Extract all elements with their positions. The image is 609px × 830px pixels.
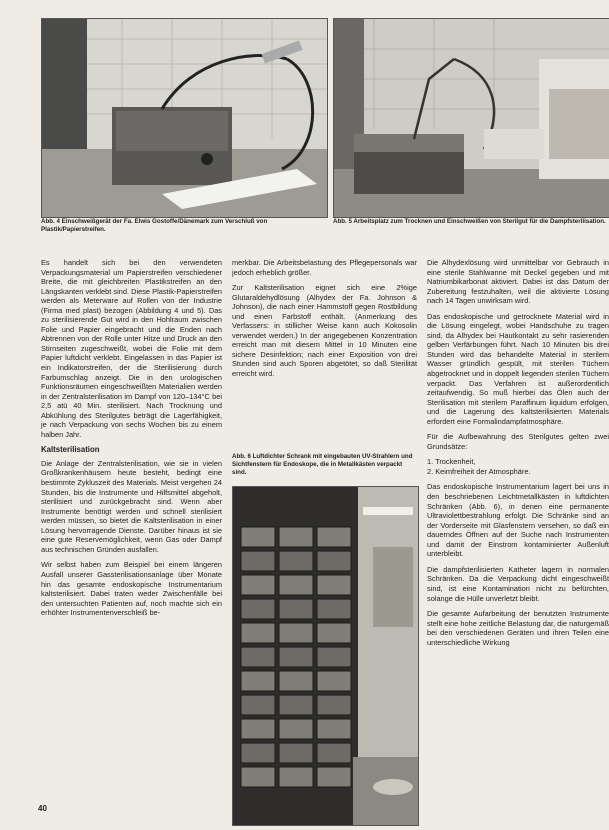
figure-5-caption: Abb. 5 Arbeitsplatz zum Trocknen und Einschweißen von Sterilgut für die Dampfsterilisation.: [333, 218, 606, 225]
cabinet-drawer: [241, 527, 275, 547]
cabinet-drawer: [279, 623, 313, 643]
cabinet-drawer: [241, 719, 275, 739]
col3-paragraph-1: Die Alhydexlösung wird unmittelbar vor Gebrauch in eine sterile Stahlwanne mit Deckel gegeben und mit Natriumbikarbonat aktiviert. Dabei ist das Datum der Zubereitung festzuhalten, weil die aktivierte Lösung nach 14 Tagen unwirksam wird.: [427, 258, 609, 306]
cabinet-drawer: [279, 527, 313, 547]
figure-4-caption: Abb. 4 Einschweißgerät der Fa. Elwis Gostoffe/Dänemark zum Verschluß von Plastik/Papierstreifen.: [41, 218, 268, 233]
cabinet-drawer: [279, 671, 313, 691]
cabinet-drawer: [317, 599, 351, 619]
cabinet-drawer: [241, 695, 275, 715]
col3-paragraph-4: Das endoskopische Instrumentarium lagert bei uns in den beschriebenen Leichtmetallkästen in luftdichten Schränken (Abb. 6), in denen eine permanente Ultraviolettbestrahlung erfolgt. Die Schränke sind an der Vorderseite mit Glasfenstern versehen, so daß ein dauerndes Öffnen auf der Suche nach Instrumenten und damit der Einstrom kontaminierter Außenluft unterbleibt.: [427, 482, 609, 559]
page-number: 40: [38, 804, 47, 813]
section-heading-kaltsterilisation: Kaltsterilisation: [41, 445, 100, 455]
cabinet-drawer: [317, 575, 351, 595]
cabinet-drawer: [317, 671, 351, 691]
grundsaetze-list: [427, 457, 609, 476]
cabinet-drawer: [317, 527, 351, 547]
cabinet-drawer: [317, 695, 351, 715]
cabinet-drawer: [317, 551, 351, 571]
list-item: 2. Keimfreiheit der Atmosphäre.: [427, 466, 531, 476]
col1-paragraph-2: Die Anlage der Zentralsterilisation, wie sie in vielen Großkrankenhäusern heute besteht, bedingt eine bestimmte Zykluszeit des Materials. Meist vergehen 24 Stunden, bis die Instrumente und Hilfsmittel abgeholt, sterilisiert und zurückgebracht sind. Wenn aber Instrumente benötigt werden und schnell sterilisiert werden müssen, so bietet die Kaltsterilisation in einer Lösung hervorragende Dienste. Darüber hinaus ist sie eine gute Reservemöglichkeit, wenn Gas oder Dampf aus technischen Gründen ausfallen.: [41, 458, 222, 554]
cabinet-drawer: [241, 767, 275, 787]
text-column-3: [427, 258, 609, 653]
figure-5-photo: [333, 18, 609, 218]
cabinet-drawer: [317, 623, 351, 643]
col3-paragraph-3: Für die Aufbewahrung des Sterilgutes gelten zwei Grundsätze:: [427, 432, 609, 451]
text-column-2: [232, 258, 417, 385]
cabinet-drawer: [279, 575, 313, 595]
cabinet-drawer: [317, 743, 351, 763]
col2-paragraph-2: Zur Kaltsterilisation eignet sich eine 2%ige Glutaraldehydlösung (Alhydex der Fa. Johnson & Johnson), die nach einer Hammstoff gegen Rostbildung und einen Farbstoff enthält. (Anmerkung des Verfassers: in stillicher Weise kann auch Kokosolin verwendet werden.) In der angegebenen Konzentration erreicht man mit diesem Mittel in 10 Minuten eine sichere Desinfektion; nach einer Exposition von drei Stunden sind auch Sporen abgetötet, so daß Sterilität erreicht wird.: [232, 283, 417, 379]
cabinet-drawer: [241, 743, 275, 763]
cabinet-drawer: [241, 623, 275, 643]
col3-paragraph-6: Die gesamte Aufarbeitung der benutzten Instrumente stellt eine hohe zeitliche Belastung dar, die naturgemäß bei den verschiedenen Geräten und ihren Teilen eine unterschiedliche Wirkung: [427, 609, 609, 647]
cabinet-drawer: [241, 575, 275, 595]
col1-paragraph-1: Es handelt sich bei den verwendeten Verpackungsmaterial um Papierstreifen verschiedener Breite, die mit gleichbreiten Plastikstreifen an den Längskanten verklebt sind. Diese Plastik-Papierstreifen werden als Meterware auf Rollen von der Industrie (Firma med plast) bezogen (Abbildung 4 und 5). Das zu sterilisierende Gut wird in den Hohlraum zwischen Folie und Papier eingebracht und die Enden nach Abtrennen von der Rolle unter Hitze und Druck an den Stirnseiten zugeschweißt, wobei die Folie mit dem Papier luftdicht verklebt. Eingelassen in das Papier ist ein Indikatorstreifen, der die Sterilisierung durch Farbumschlag anzeigt. Die in den urologischen Funktionsräumen eingeschweißten Materialien werden in der Zentralsterilisation im Dampf von 120–134°C bei 2,5 atü 40 Min. sterilisiert. Nach Trocknung und Abkühlung des Sterilgutes beträgt die Lagerfähigkeit, je nach Verpackung von sechs Wochen bis zu einem halben Jahr.: [41, 258, 222, 439]
text-column-1: [41, 258, 222, 624]
cabinet-drawer: [241, 647, 275, 667]
cabinet-drawer: [279, 695, 313, 715]
cabinet-drawer: [317, 719, 351, 739]
col2-paragraph-1: merkbar. Die Arbeitsbelastung des Pflegepersonals war jedoch erheblich größer.: [232, 258, 417, 277]
cabinet-drawer: [317, 767, 351, 787]
figure-4-photo: [41, 18, 328, 218]
figure-6-caption: Abb. 6 Luftdichter Schrank mit eingebauten UV-Strahlern und Sichtfenstern für Endoskope, die in Metallkästen verpackt sind.: [232, 453, 413, 476]
cabinet-drawer: [279, 767, 313, 787]
cabinet-drawer: [279, 647, 313, 667]
cabinet-drawer: [241, 671, 275, 691]
cabinet-drawer: [279, 743, 313, 763]
col3-paragraph-5: Die dampfsterilisierten Katheter lagern in normalen Schränken. Da die Verpackung dicht eingeschweißt sind, ist eine Kontamination nicht zu befürchten, solange die Hülle unverletzt bleibt.: [427, 564, 609, 603]
cabinet-drawer: [241, 599, 275, 619]
list-item: 1. Trockenheit,: [427, 457, 476, 467]
cabinet-drawer: [279, 551, 313, 571]
col3-paragraph-2: Das endoskopische und getrocknete Material wird in die Lösung eingelegt, wobei Handschuhe zu tragen sind, da Alhydex bei Hautkontakt zu sehr rasierenden gelben Verfärbungen führt. Nach 10 Minuten bis drei Stunden wird das behandelte Material in sterilem Wasser gründlich gespült, mit sterilen Tüchern abgetrocknet und in doppelt liegenden sterilen Tüchern verpackt. Das Verfahren ist außerordentlich zeitaufwendig. So muß hierbei das Ölen auch der Sterilisation mit sterilem Paraffinum liquidum erfolgen, und die Lagerung des kaltsterilisierten Materials erfordert eine Formalindampfatmosphäre.: [427, 311, 609, 426]
cabinet-drawer: [317, 647, 351, 667]
cabinet-drawer: [279, 719, 313, 739]
cabinet-drawer: [279, 599, 313, 619]
figure-6-photo: [232, 486, 419, 826]
cabinet-drawer: [241, 551, 275, 571]
col1-paragraph-3: Wir selbst haben zum Beispiel bei einem längeren Ausfall unserer Gassterilisationsanlage über Monate hin das gesamte endoskopische Instrumentarium kaltsterilisiert. Dabei traten weder Zwischenfälle bei den untersuchten Patienten auf, noch machte sich ein erhöhter Instrumentenverschleiß be-: [41, 560, 222, 618]
